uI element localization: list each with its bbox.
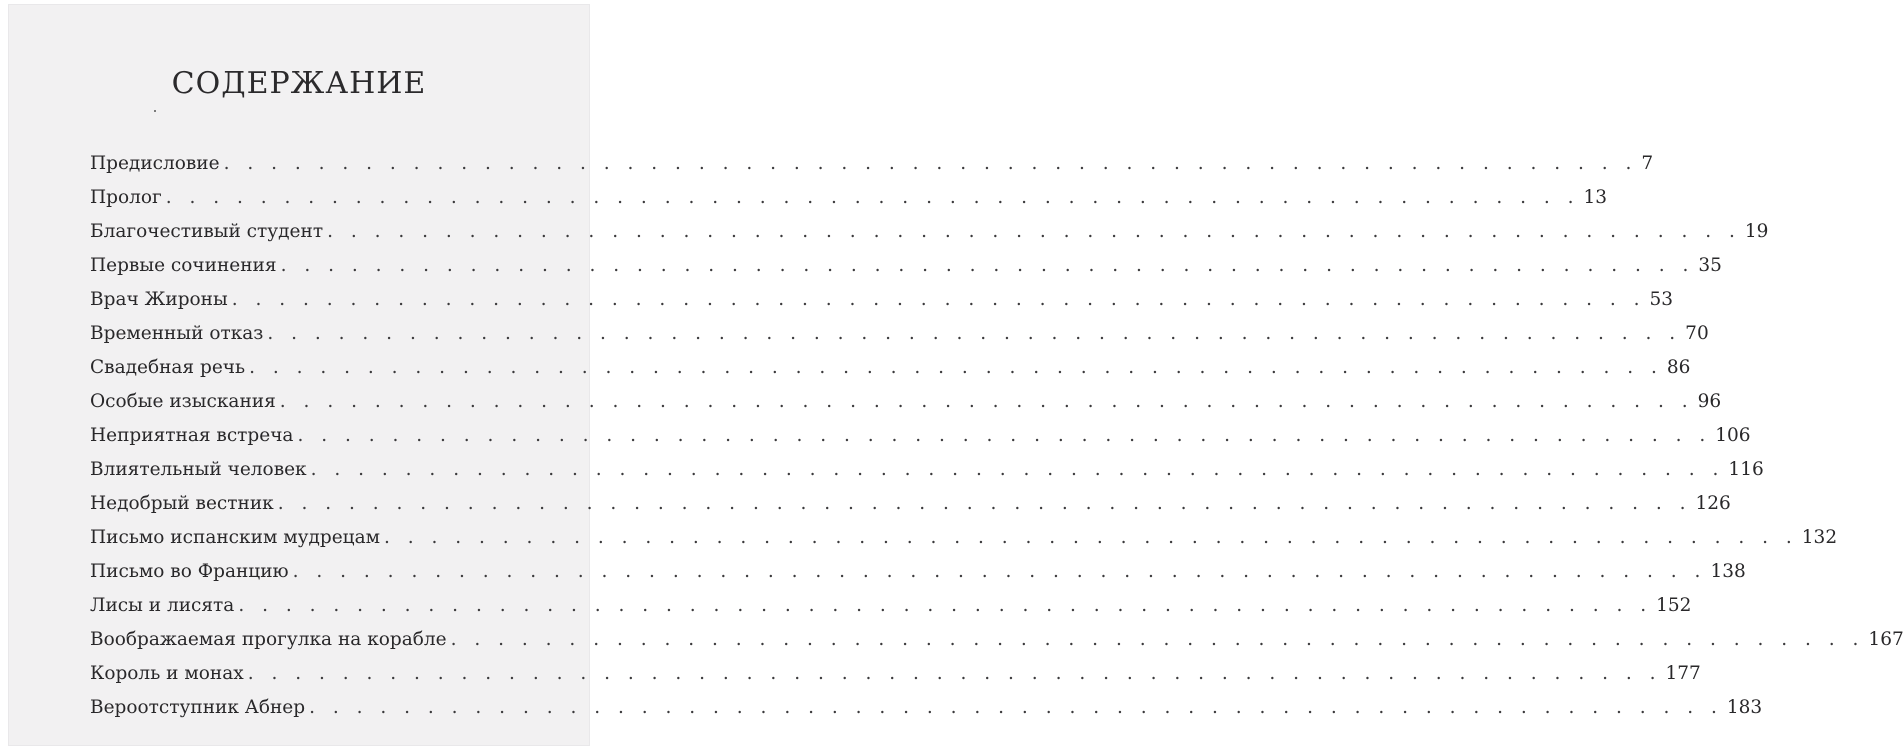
dot-leader: . . . . . . . . . . . . . . . . . . . . . . . . . . . . . . . . . . . . . . . . . . . . . . . . . . . . . . . . . . . . (165, 187, 1580, 208)
dot-leader: . . . . . . . . . . . . . . . . . . . . . . . . . . . . . . . . . . . . . . . . . . . . . . . . . . . . . . . . . . . . (247, 663, 1662, 684)
toc-entry-title: Вероотступник Абнер (90, 697, 306, 718)
toc-entry-title: Неприятная встреча (90, 425, 294, 446)
toc-entry (90, 351, 1691, 385)
toc-entry-title: Первые сочинения (90, 255, 277, 276)
dot-leader: . . . . . . . . . . . . . . . . . . . . . . . . . . . . . . . . . . . . . . . . . . . . . . . . . . . . . . . . . . . . (238, 595, 1653, 616)
toc-entry-page-number: 152 (1656, 595, 1692, 616)
toc-entry-page-number: 126 (1695, 493, 1731, 514)
toc-entry-page-number: 106 (1715, 425, 1751, 446)
toc-entry-title: Король и монах (90, 663, 244, 684)
toc-entry (90, 147, 1654, 181)
toc-entry-page-number: 35 (1698, 255, 1722, 276)
toc-entry (90, 555, 1746, 589)
toc-entry-page-number: 13 (1583, 187, 1608, 208)
toc-entry-page-number: 116 (1728, 459, 1764, 480)
toc-entry-title: Лисы и лисята (90, 595, 235, 616)
dot-leader: . . . . . . . . . . . . . . . . . . . . . . . . . . . . . . . . . . . . . . . . . . . . . . . . . . . . . . . . . . . . (279, 391, 1694, 412)
table-of-contents (90, 147, 1904, 725)
toc-entry-title: Письмо испанским мудрецам (90, 527, 380, 548)
dot-leader: . . . . . . . . . . . . . . . . . . . . . . . . . . . . . . . . . . . . . . . . . . . . . . . . . . . . . . . . . . . . (310, 459, 1725, 480)
toc-entry-title: Свадебная речь (90, 357, 246, 378)
dot-leader: . . . . . . . . . . . . . . . . . . . . . . . . . . . . . . . . . . . . . . . . . . . . . . . . . . . . . . . . . . . . (280, 255, 1695, 276)
toc-entry-title: Воображаемая прогулка на корабле (90, 629, 447, 650)
toc-entry (90, 419, 1751, 453)
toc-entry (90, 181, 1608, 215)
dot-leader: . . . . . . . . . . . . . . . . . . . . . . . . . . . . . . . . . . . . . . . . . . . . . . . . . . . . . . . . . . . . (309, 697, 1723, 718)
print-speck (154, 110, 156, 112)
toc-entry-page-number: 167 (1868, 629, 1904, 650)
toc-entry-page-number: 138 (1710, 561, 1746, 582)
page-title: СОДЕРЖАНИЕ (171, 66, 427, 101)
toc-entry-title: Пролог (90, 187, 162, 208)
dot-leader: . . . . . . . . . . . . . . . . . . . . . . . . . . . . . . . . . . . . . . . . . . . . . . . . . . . . . . . . . . . . (267, 323, 1682, 344)
toc-entry-page-number: 96 (1697, 391, 1722, 412)
toc-entry-page-number: 19 (1744, 221, 1769, 242)
toc-entry (90, 657, 1701, 691)
dot-leader: . . . . . . . . . . . . . . . . . . . . . . . . . . . . . . . . . . . . . . . . . . . . . . . . . . . . . . . . . . . . (223, 153, 1638, 174)
toc-entry (90, 453, 1764, 487)
toc-entry (90, 215, 1769, 249)
toc-entry-title: Врач Жироны (90, 289, 228, 310)
dot-leader: . . . . . . . . . . . . . . . . . . . . . . . . . . . . . . . . . . . . . . . . . . . . . . . . . . . . . . . . . . . . (249, 357, 1663, 378)
toc-entry (90, 385, 1722, 419)
toc-entry-title: Особые изыскания (90, 391, 276, 412)
book-page (8, 4, 1904, 746)
toc-entry (90, 249, 1722, 283)
dot-leader: . . . . . . . . . . . . . . . . . . . . . . . . . . . . . . . . . . . . . . . . . . . . . . . . . . . . . . . . . . . . (292, 561, 1707, 582)
dot-leader: . . . . . . . . . . . . . . . . . . . . . . . . . . . . . . . . . . . . . . . . . . . . . . . . . . . . . . . . . . . . (231, 289, 1646, 310)
dot-leader: . . . . . . . . . . . . . . . . . . . . . . . . . . . . . . . . . . . . . . . . . . . . . . . . . . . . . . . . . . . . (327, 221, 1741, 242)
toc-entry (90, 487, 1731, 521)
toc-entry (90, 283, 1674, 317)
toc-entry-title: Предисловие (90, 153, 220, 174)
toc-entry (90, 317, 1709, 351)
toc-entry-title: Временный отказ (90, 323, 264, 344)
toc-entry-page-number: 86 (1666, 357, 1691, 378)
toc-entry-title: Влиятельный человек (90, 459, 307, 480)
toc-entry (90, 691, 1763, 725)
dot-leader: . . . . . . . . . . . . . . . . . . . . . . . . . . . . . . . . . . . . . . . . . . . . . . . . . . . . . . . . . . . . (383, 527, 1798, 548)
toc-entry-title: Недобрый вестник (90, 493, 274, 514)
dot-leader: . . . . . . . . . . . . . . . . . . . . . . . . . . . . . . . . . . . . . . . . . . . . . . . . . . . . . . . . . . . . (450, 629, 1865, 650)
toc-entry-page-number: 132 (1801, 527, 1838, 548)
toc-entry (90, 521, 1838, 555)
toc-entry (90, 589, 1692, 623)
toc-entry-page-number: 183 (1726, 697, 1763, 718)
toc-entry-page-number: 70 (1685, 323, 1709, 344)
dot-leader: . . . . . . . . . . . . . . . . . . . . . . . . . . . . . . . . . . . . . . . . . . . . . . . . . . . . . . . . . . . . (297, 425, 1712, 446)
toc-entry (90, 623, 1904, 657)
toc-entry-page-number: 53 (1649, 289, 1674, 310)
toc-entry-page-number: 177 (1665, 663, 1701, 684)
toc-entry-title: Письмо во Францию (90, 561, 289, 582)
dot-leader: . . . . . . . . . . . . . . . . . . . . . . . . . . . . . . . . . . . . . . . . . . . . . . . . . . . . . . . . . . . . (277, 493, 1692, 514)
toc-entry-page-number: 7 (1641, 153, 1654, 174)
toc-entry-title: Благочестивый студент (90, 221, 324, 242)
